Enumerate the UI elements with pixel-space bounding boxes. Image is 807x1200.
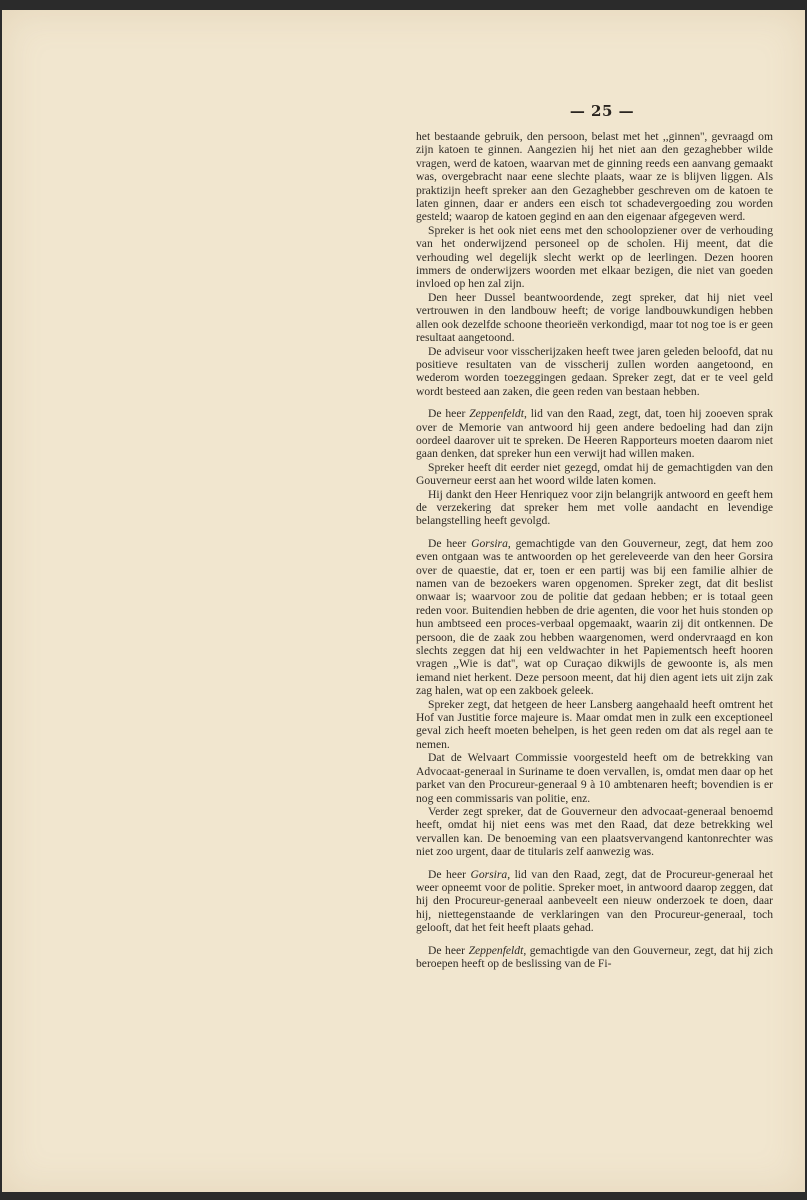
paragraph-5 bbox=[416, 407, 773, 461]
paragraph-8 bbox=[416, 537, 773, 698]
paragraph-2: Spreker is het ook niet eens met den schoolopziener over de verhouding van het onderwijzend personeel op de scholen. Hij meent, dat die verhouding wel degelijk slecht werkt op de leerlingen. Dezen hooren immers de onderwijzers woorden met elkaar bezigen, die niet van goeden invloed op hen zal zijn. bbox=[416, 223, 773, 291]
paragraph-7: Hij dankt den Heer Henriquez voor zijn belangrijk antwoord en geeft hem de verzekering dat spreker hem met volle aandacht en levendige belangstelling heeft gevolgd. bbox=[416, 487, 773, 528]
paragraph-body: , gemachtigde van den Gouverneur, zegt, dat hij zich beroepen heeft op de beslissing van de Fi- bbox=[416, 943, 773, 970]
speaker-name: Gorsira bbox=[471, 536, 508, 550]
speaker-prefix: De heer bbox=[428, 407, 470, 421]
speaker-name: Gorsira bbox=[470, 867, 508, 881]
paragraph-10: Dat de Welvaart Commissie voorgesteld heeft om de betrekking van Advocaat-generaal in Suriname te doen vervallen, is, omdat men daar op het parket van den Procureur-generaal 9 à 10 ambtenaren heeft; bovendien is er nog een commissaris van politie, enz. bbox=[416, 751, 773, 805]
speaker-name: Zeppenfeldt bbox=[468, 943, 524, 957]
text-column bbox=[416, 130, 773, 970]
speaker-name: Zeppenfeldt bbox=[469, 407, 524, 421]
page-number: — 25 — bbox=[569, 102, 635, 120]
paragraph-body: , lid van den Raad, zegt, dat de Procureur-generaal het weer opneemt voor de politie. Spreker moet, in antwoord daarop zeggen, dat hij den Procureur-generaal aanbeveelt een nieuw onderzoek te doen, daar hij, niettegenstaande de verklaringen van den Procureur-generaal, toch gelooft, dat het feit heeft plaats gehad. bbox=[416, 867, 773, 935]
paragraph-4: De adviseur voor visscherijzaken heeft twee jaren geleden beloofd, dat nu positieve resultaten van de visscherij zullen worden aangetoond, en wederom worden toezeggingen gedaan. Spreker zegt, dat er te veel geld wordt besteed aan zaken, die geen reden van bestaan hebben. bbox=[416, 344, 773, 398]
speaker-prefix: De heer bbox=[428, 943, 469, 957]
paragraph-12 bbox=[416, 868, 773, 935]
paragraph-3: Den heer Dussel beantwoordende, zegt spreker, dat hij niet veel vertrouwen in den landbouw heeft; de vorige landbouwkundigen hebben allen ook dezelfde schoone theorieën verkondigd, maar tot nog toe is er geen resultaat aangetoond. bbox=[416, 290, 773, 345]
paragraph-6: Spreker heeft dit eerder niet gezegd, omdat hij de gemachtigden van den Gouverneur eerst aan het woord wilde laten komen. bbox=[416, 460, 773, 488]
paragraph-1: het bestaande gebruik, den persoon, belast met het ,,ginnen'', gevraagd om zijn katoen te ginnen. Aangezien hij het niet aan den gezaghebber wilde vragen, werd de katoen, waarvan met de ginning reeds een aanvang gemaakt was, overgebracht naar eene slechte plaats, waar ze is blijven liggen. Als praktizijn heeft spreker aan den Gezaghebber geschreven om de katoen te laten ginnen, daar er anders een eisch tot schadevergoeding zou worden gesteld; waarop de katoen gegind en aan den eigenaar afgegeven werd. bbox=[416, 130, 773, 224]
paragraph-13 bbox=[416, 944, 773, 971]
speaker-prefix: De heer bbox=[428, 536, 472, 550]
paragraph-body: , lid van den Raad, zegt, dat, toen hij zooeven sprak over de Memorie van antwoord hij geen andere bedoeling had dan zijn oordeel daarover uit te spreken. De Heeren Rapporteurs moeten daarom niet gaan denken, dat spreker hun een verwijt had willen maken. bbox=[416, 407, 774, 461]
paragraph-9: Spreker zegt, dat hetgeen de heer Lansberg aangehaald heeft omtrent het Hof van Justitie force majeure is. Maar omdat men in zulk een exceptioneel geval zich heeft moeten behelpen, is het geen reden om dat als regel aan te nemen. bbox=[416, 697, 773, 751]
paragraph-11: Verder zegt spreker, dat de Gouverneur den advocaat-generaal benoemd heeft, omdat hij niet eens was met den Raad, dat deze betrekking wel vervallen kan. De benoeming van een plaatsvervangend kantonrechter was niet zoo urgent, daar de titularis zelf aanwezig was. bbox=[416, 804, 773, 859]
paragraph-body: , gemachtigde van den Gouverneur, zegt, dat hem zoo even ontgaan was te antwoorden op het gereleveerde van den heer Gorsira over de quaestie, dat er, toen er een partij was bij een familie alhier de namen van de bezoekers waren opgenomen. Spreker zegt, dat dit beslist onwaar is; waarvoor zou de politie dat gedaan hebben; er is totaal geen reden voor. Buitendien hebben de drie agenten, die voor het huis stonden op hun ambtseed een proces-verbaal opgemaakt, waarin zij dit ontkennen. De persoon, die de zaak zou hebben waargenomen, werd ondervraagd en kon slechts zeggen dat hij een veldwachter in het Papiementsch heeft hooren vragen ,,Wie is dat'', wat op Curaçao dikwijls de gewoonte is, als men iemand niet herkent. Deze persoon meent, dat hij dien agent iets uit zijn zak zag halen, wat op een zakboek geleek. bbox=[416, 536, 773, 698]
document-page bbox=[2, 10, 805, 1192]
speaker-prefix: De heer bbox=[428, 867, 471, 881]
